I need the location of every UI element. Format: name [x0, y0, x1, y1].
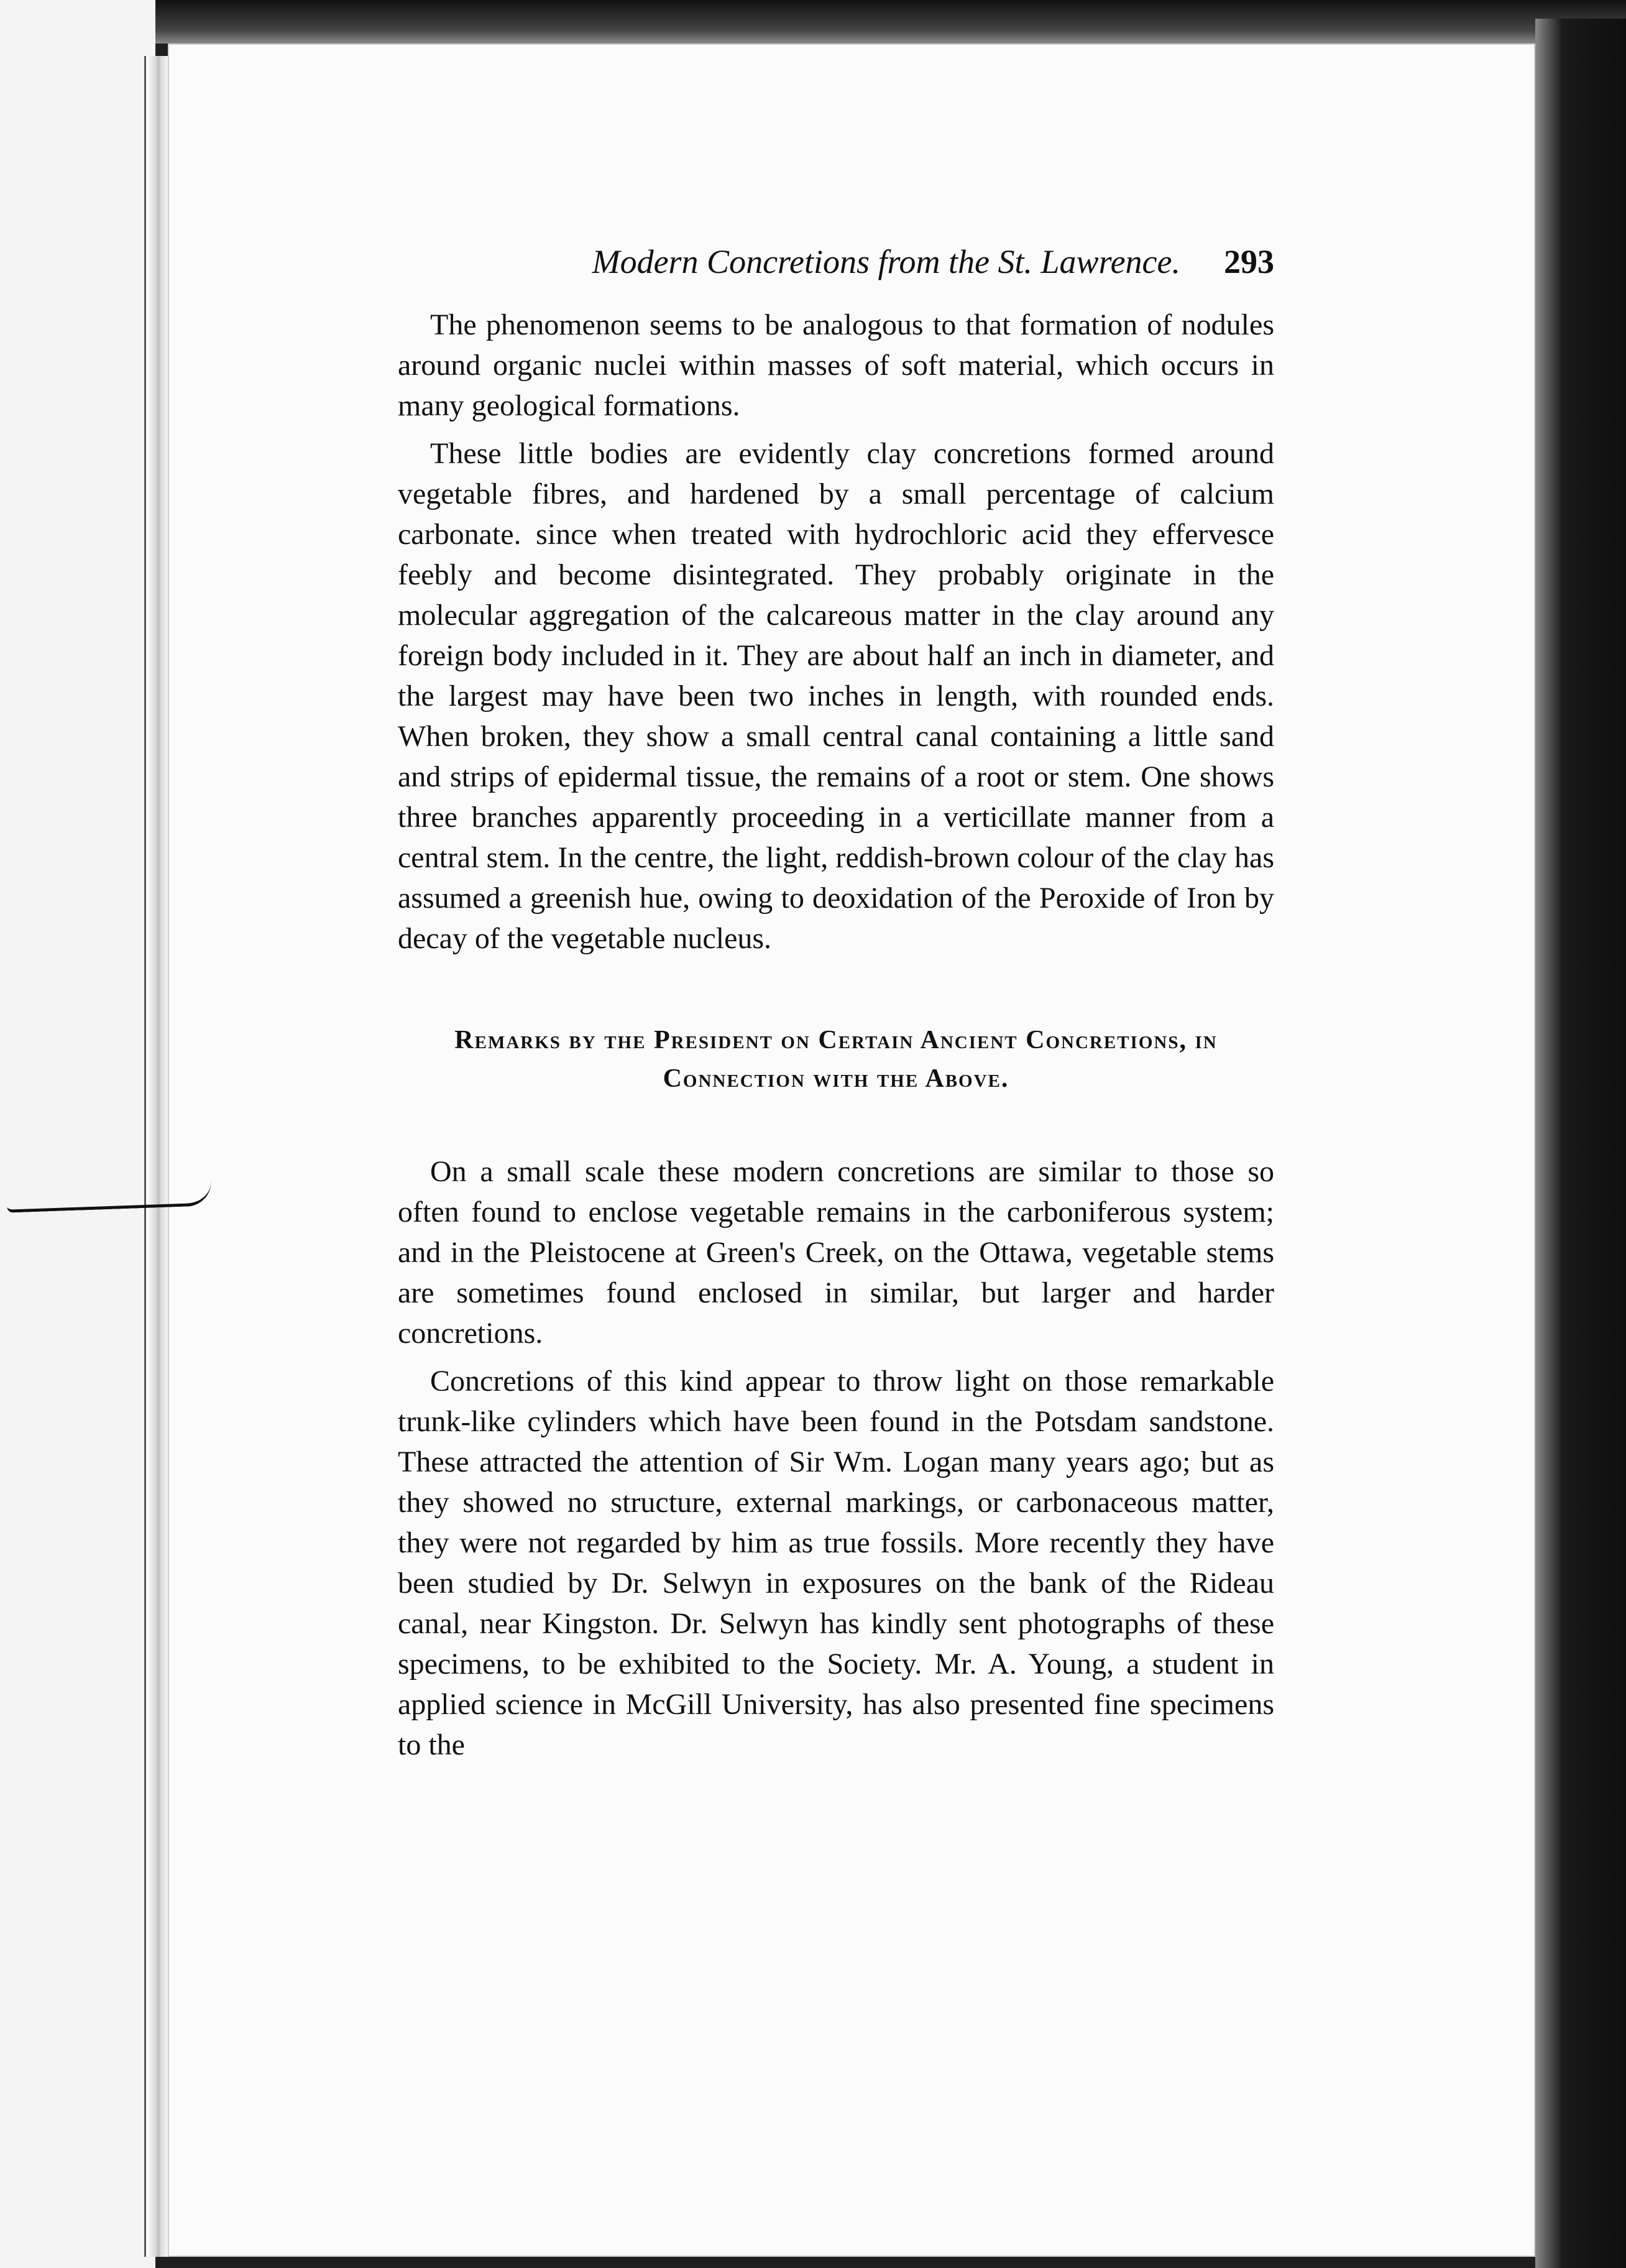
paragraph: The phenomenon seems to be analogous to that formation of nodules around organic nuclei within masses of soft material, which occurs in many geological formations. — [398, 308, 1274, 422]
page-number: 293 — [1224, 243, 1274, 280]
scan-top-edge — [155, 0, 1626, 44]
section-heading: Remarks by the President on Certain Ancient Concretions, in Connection with the Above. — [454, 1026, 1218, 1093]
page-content — [398, 242, 1274, 1772]
scan-right-edge — [1535, 19, 1626, 2268]
previous-page-strip — [0, 0, 155, 2268]
running-head — [398, 242, 1274, 281]
paragraph: Concretions of this kind appear to throw light on those remarkable trunk-like cylinders which have been found in the Potsdam sandstone. These attracted the attention of Sir Wm. Logan many years ago; but as they showed no structure, external markings, or carbonaceous matter, they were not regarded by him as true fossils. More recently they have been studied by Dr. Selwyn in exposures on the bank of the Rideau canal, near Kingston. Dr. Selwyn has kindly sent photographs of these specimens, to be exhibited to the Society. Mr. A. Young, a student in applied science in McGill University, has also presented fine specimens to the — [398, 1365, 1274, 1761]
handwritten-margin-mark — [6, 1159, 212, 1212]
running-head-title: Modern Concretions from the St. Lawrence. — [592, 243, 1180, 280]
paragraph: These little bodies are evidently clay concretions formed around vegetable fibres, and hardened by a small percentage of calcium carbonate. since when treated with hydrochloric acid they effervesce feebly and become disintegrated. They probably originate in the molecular aggregation of the calcareous matter in the clay around any foreign body included in it. They are about half an inch in diameter, and the largest may have been two inches in length, with rounded ends. When broken, they show a small central canal containing a little sand and strips of epidermal tissue, the remains of a root or stem. One shows three branches apparently proceeding in a verticillate manner from a central stem. In the centre, the light, reddish-brown colour of the clay has assumed a greenish hue, owing to deoxidation of the Peroxide of Iron by decay of the vegetable nucleus. — [398, 437, 1274, 955]
paragraph: On a small scale these modern concretions are similar to those so often found to enclose vegetable remains in the carboniferous system; and in the Pleistocene at Green's Creek, on the Ottawa, vegetable stems are sometimes found enclosed in similar, but larger and harder concretions. — [398, 1155, 1274, 1350]
